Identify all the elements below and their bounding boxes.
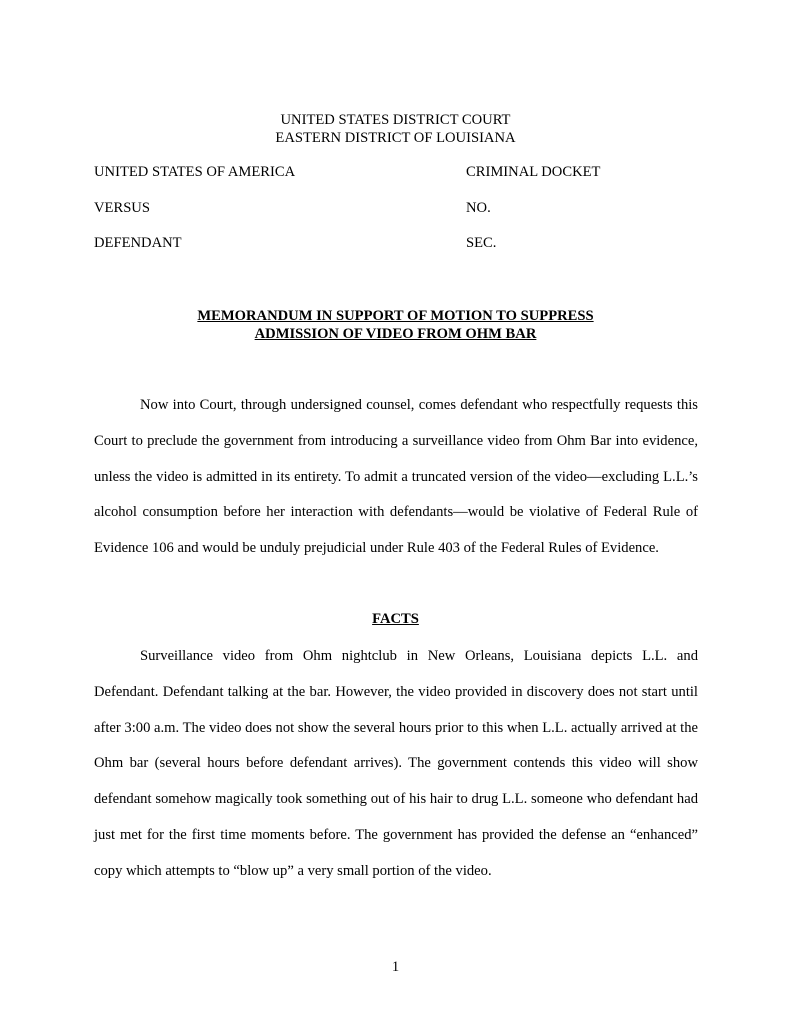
caption-docket-label: CRIMINAL DOCKET: [466, 164, 601, 180]
facts-heading: FACTS: [372, 611, 419, 627]
caption-plaintiff: UNITED STATES OF AMERICA: [94, 164, 296, 180]
memorandum-title-line-2: ADMISSION OF VIDEO FROM OHM BAR: [254, 326, 537, 342]
facts-paragraph: [94, 639, 698, 890]
intro-paragraph: [94, 388, 698, 567]
court-district: EASTERN DISTRICT OF LOUISIANA: [275, 130, 516, 146]
intro-paragraph-text: Now into Court, through undersigned counsel, comes defendant who respectfully requests this Court to preclude the government from introducing a surveillance video from Ohm Bar into evidence, unless the video is admitted in its entirety. To admit a truncated version of the video—excluding L.L.’s alcohol consumption before her interaction with defendants—would be violative of Federal Rule of Evidence 106 and would be unduly prejudicial under Rule 403 of the Federal Rules of Evidence.: [94, 397, 698, 557]
court-name: UNITED STATES DISTRICT COURT: [280, 112, 511, 128]
facts-paragraph-text: Surveillance video from Ohm nightclub in New Orleans, Louisiana depicts L.L. and Defendant. Defendant talking at the bar. However, the video provided in discovery does not start until after 3:00 a.m. The video does not show the several hours prior to this when L.L. actually arrived at the Ohm bar (several hours before defendant arrives). The government contends this video will show defendant somehow magically took something out of his hair to drug L.L. someone who defendant had just met for the first time moments before. The government has provided the defense an “enhanced” copy which attempts to “blow up” a very small portion of the video.: [94, 648, 698, 879]
court-header: [0, 111, 791, 147]
caption-number-label: NO.: [466, 200, 491, 216]
caption-row-versus: [94, 200, 694, 220]
caption-section-label: SEC.: [466, 235, 497, 251]
caption-row-parties: [94, 164, 694, 184]
page-number: 1: [391, 959, 400, 975]
caption-defendant: DEFENDANT: [94, 235, 182, 251]
memorandum-title-line-1: MEMORANDUM IN SUPPORT OF MOTION TO SUPPRESS: [197, 308, 594, 324]
caption-row-defendant: [94, 235, 694, 255]
caption-versus: VERSUS: [94, 200, 150, 216]
memorandum-title: [0, 307, 791, 343]
